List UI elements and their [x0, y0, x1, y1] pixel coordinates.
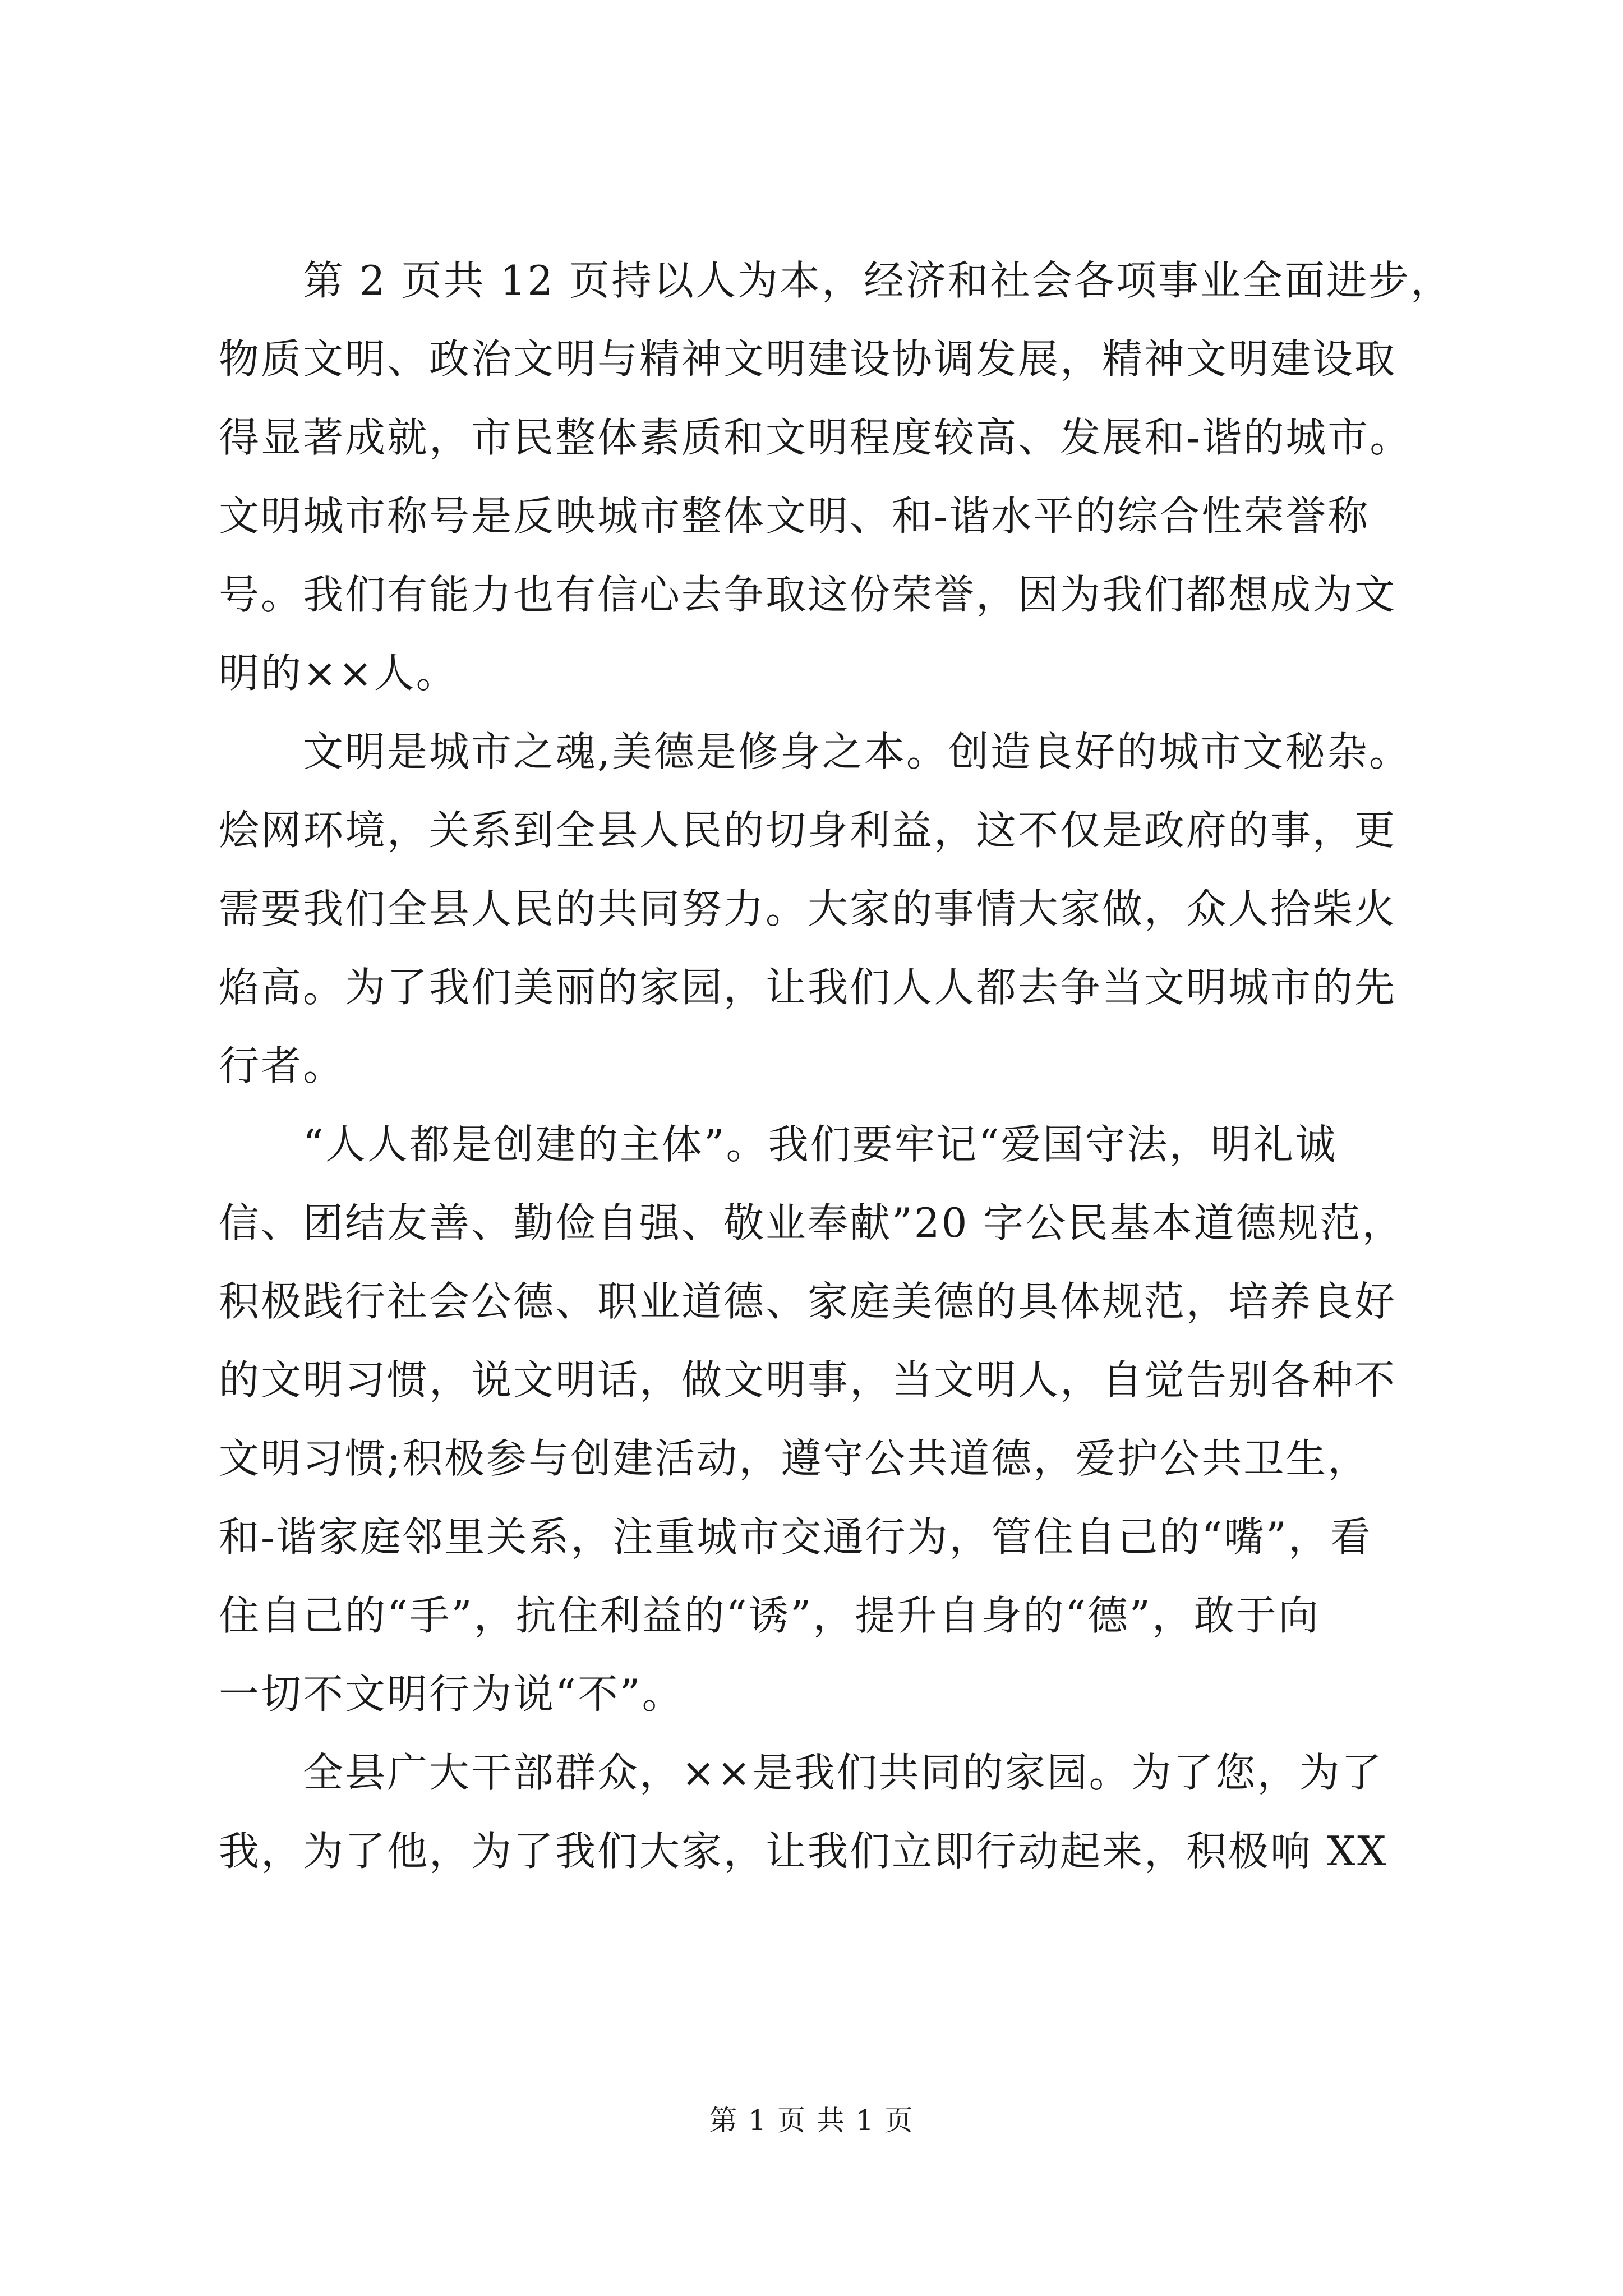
text-line-8: 烩网环境，关系到全县人民的切身利益，这不仅是政府的事，更 [219, 807, 1397, 854]
text-line-7: 文明是城市之魂,美德是修身之本。创造良好的城市文秘杂。 [219, 728, 1411, 775]
text-line-4: 文明城市称号是反映城市整体文明、和-谐水平的综合性荣誉称 [219, 493, 1370, 540]
text-line-2: 物质文明、政治文明与精神文明建设协调发展，精神文明建设取 [219, 335, 1397, 383]
text-line-14: 积极践行社会公德、职业道德、家庭美德的具体规范，培养良好 [219, 1278, 1397, 1325]
text-line-3: 得显著成就，市民整体素质和文明程度较高、发展和-谐的城市。 [219, 414, 1412, 461]
text-line-15: 的文明习惯，说文明话，做文明事，当文明人，自觉告别各种不 [219, 1356, 1397, 1404]
text-line-9: 需要我们全县人民的共同努力。大家的事情大家做，众人拾柴火 [219, 885, 1397, 932]
text-line-16: 文明习惯;积极参与创建活动，遵守公共道德，爱护公共卫生， [219, 1435, 1370, 1482]
text-line-18: 住自己的“手”，抗住利益的“诱”，提升自身的“德”，敢于向 [219, 1592, 1320, 1639]
text-line-17: 和-谐家庭邻里关系，注重城市交通行为，管住自己的“嘴”，看 [219, 1513, 1372, 1561]
text-line-21: 我，为了他，为了我们大家，让我们立即行动起来，积极响 XX [219, 1828, 1388, 1875]
text-line-12: “人人都是创建的主体”。我们要牢记“爱国守法，明礼诚 [219, 1121, 1338, 1168]
document-body [219, 241, 1453, 1890]
text-line-5: 号。我们有能力也有信心去争取这份荣誉，因为我们都想成为文 [219, 571, 1397, 618]
text-line-6: 明的××人。 [219, 650, 458, 697]
text-line-20: 全县广大干部群众，××是我们共同的家园。为了您，为了 [219, 1749, 1384, 1796]
text-line-11: 行者。 [219, 1042, 345, 1089]
text-line-13: 信、团结友善、勤俭自强、敬业奉献”20 字公民基本道德规范， [219, 1199, 1404, 1246]
text-line-19: 一切不文明行为说“不”。 [219, 1671, 684, 1718]
text-line-1: 第 2 页共 12 页持以人为本，经济和社会各项事业全面进步， [219, 257, 1453, 304]
page-footer: 第 1 页 共 1 页 [709, 2104, 914, 2137]
text-line-10: 焰高。为了我们美丽的家园，让我们人人都去争当文明城市的先 [219, 964, 1397, 1011]
